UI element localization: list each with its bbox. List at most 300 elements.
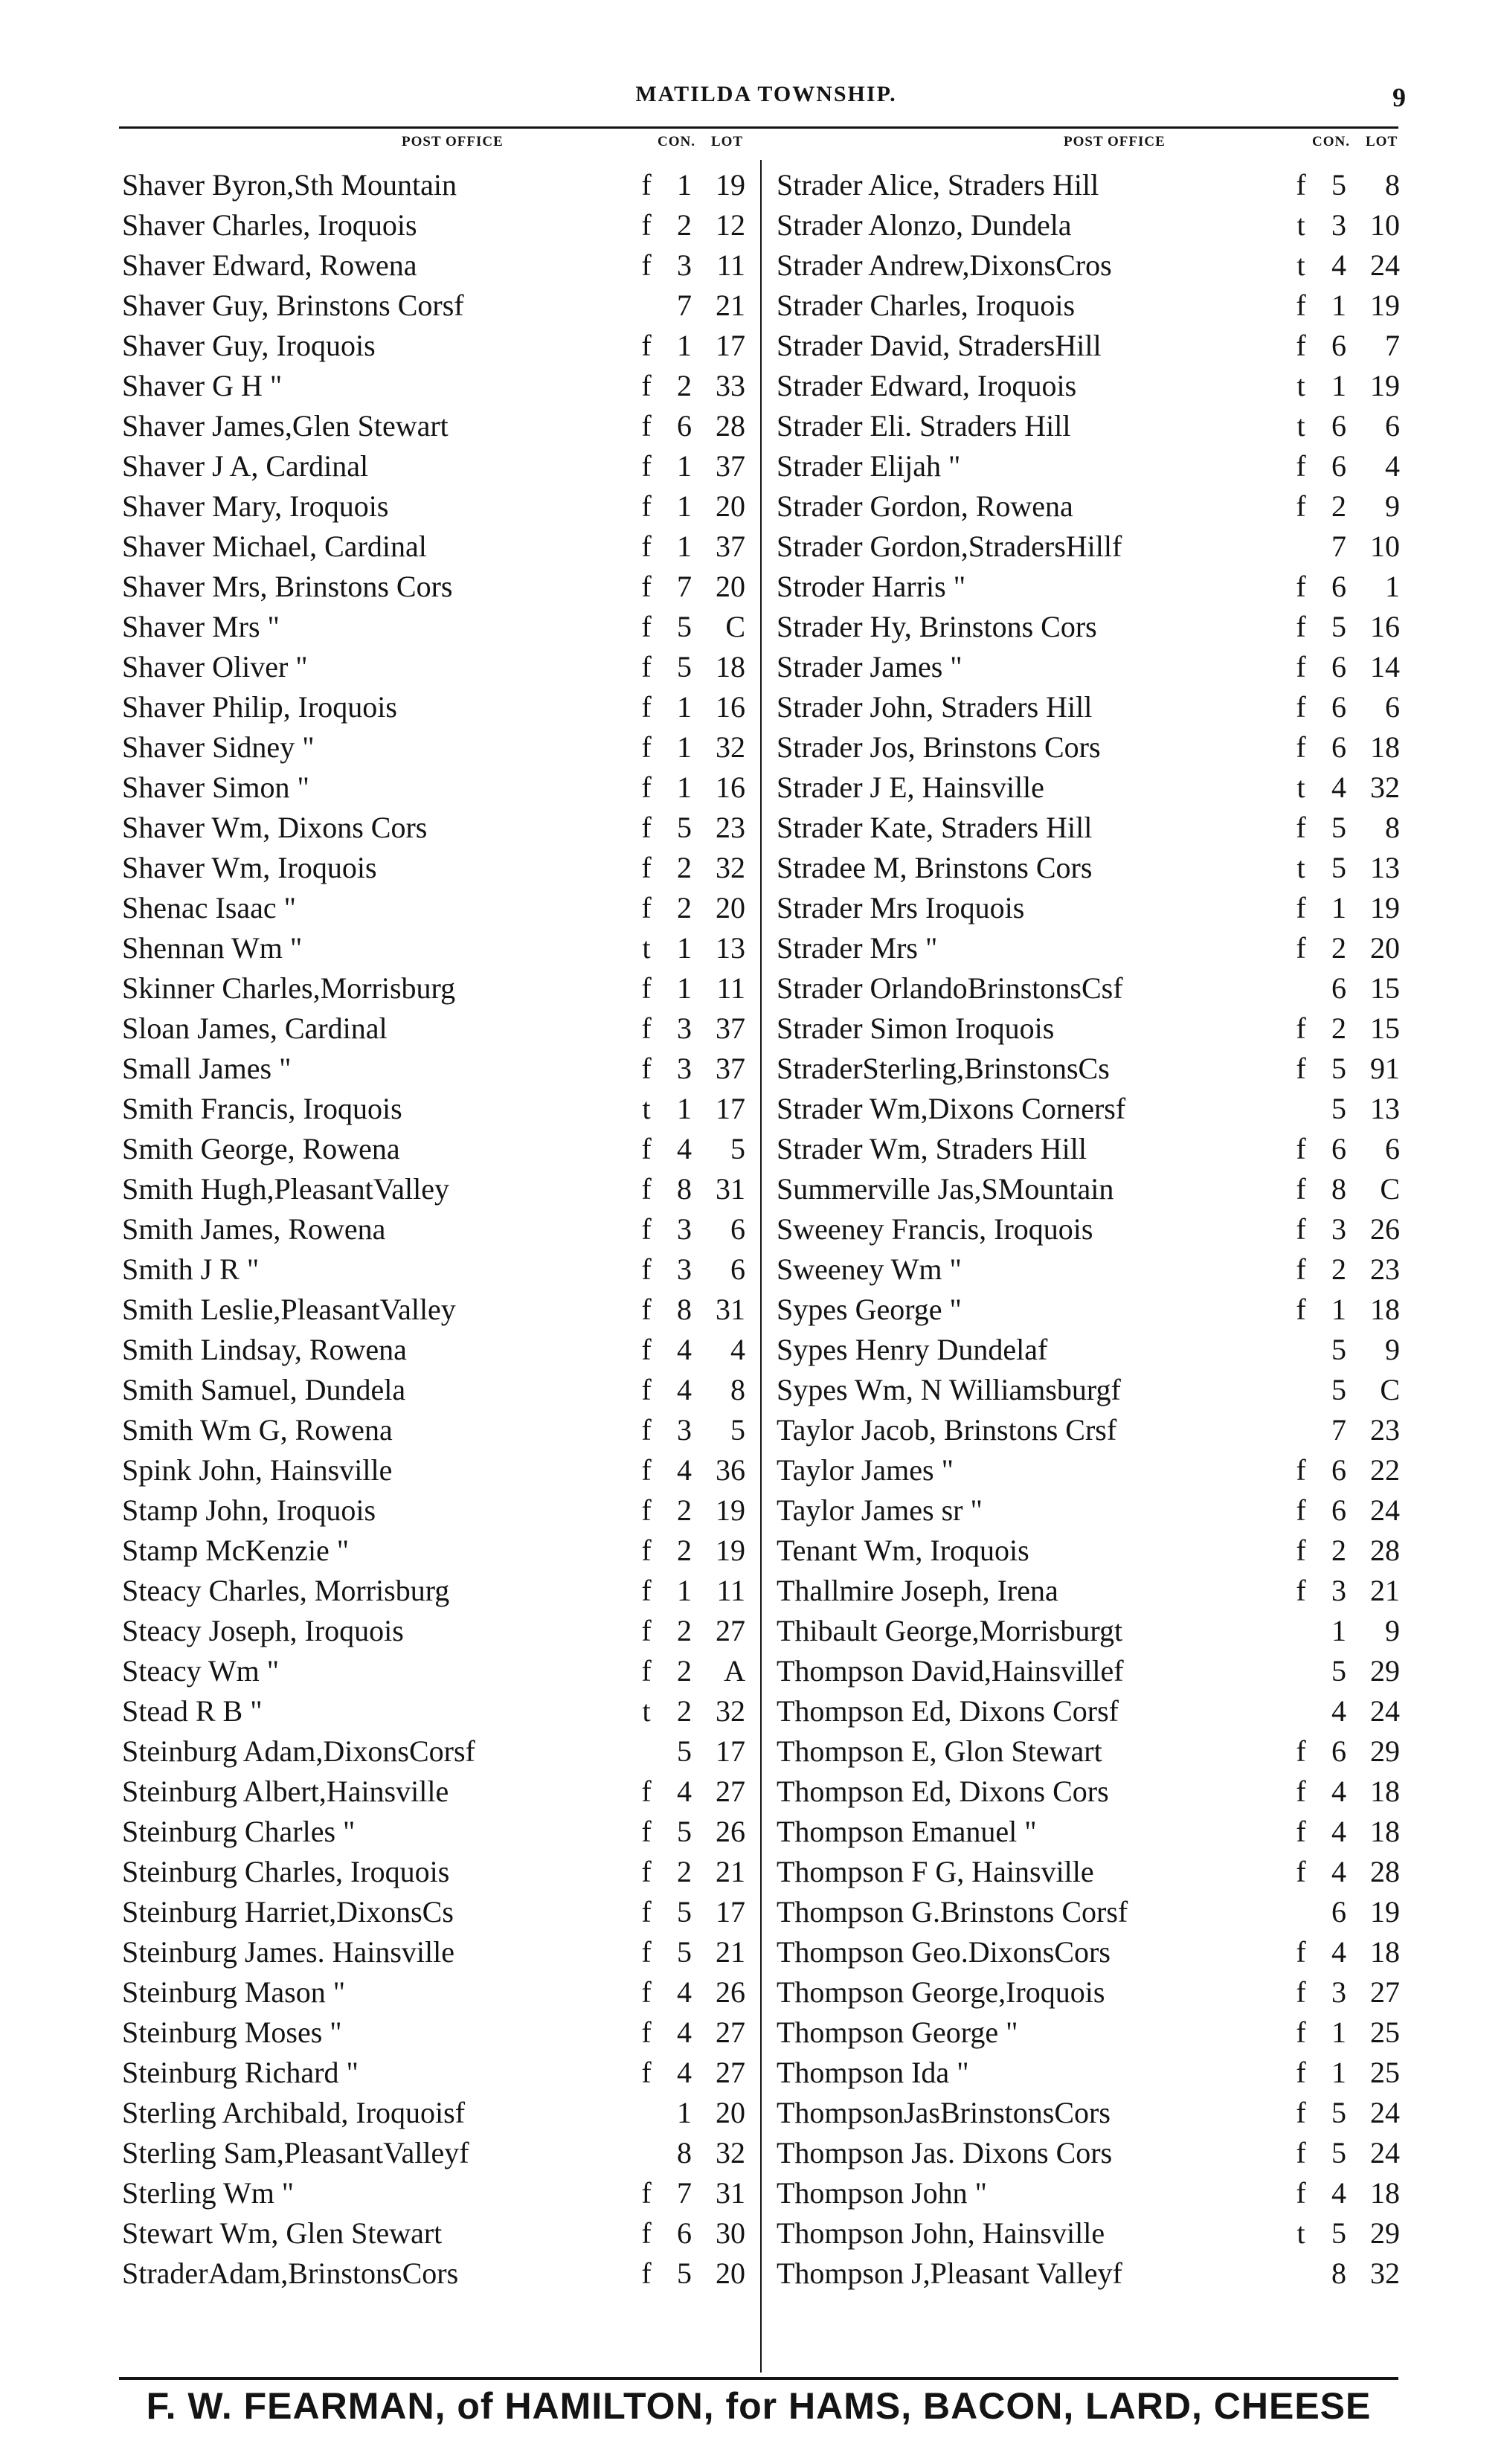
entry-class: f	[641, 1172, 652, 1206]
directory-entry	[774, 245, 1398, 286]
entry-lot: 24	[1370, 2096, 1400, 2129]
entry-name: Thompson F G, Hainsville	[777, 1855, 1094, 1888]
entry-class: f	[641, 1935, 652, 1969]
entry-concession: 5	[1331, 1092, 1346, 1125]
entry-concession: 1	[677, 690, 692, 724]
entry-name: Steinburg Richard "	[122, 2056, 359, 2089]
entry-concession: 5	[1331, 168, 1346, 202]
entry-name: Shaver Guy, Iroquois	[122, 329, 376, 362]
entry-concession: 1	[677, 449, 692, 483]
entry-lot: C	[725, 610, 745, 643]
directory-entry	[774, 1531, 1398, 1571]
entry-concession: 1	[1331, 1293, 1346, 1326]
entry-lot: 11	[716, 971, 745, 1005]
directory-entry	[774, 205, 1398, 245]
entry-lot: 37	[716, 530, 745, 563]
entry-lot: 18	[716, 650, 745, 683]
entry-class: f	[1296, 610, 1306, 643]
entry-lot: 6	[1385, 1132, 1400, 1165]
entry-concession: 5	[1331, 1052, 1346, 1085]
directory-entry	[119, 687, 744, 727]
entry-class: f	[1296, 1293, 1306, 1326]
entry-concession: 1	[677, 771, 692, 804]
entry-lot: 18	[1370, 1293, 1400, 1326]
entry-class: t	[642, 1694, 651, 1728]
entry-class: f	[641, 1252, 652, 1286]
entry-class: f	[641, 2216, 652, 2250]
entry-concession: 1	[1331, 2016, 1346, 2049]
directory-entry	[119, 1049, 744, 1089]
directory-entry	[119, 1249, 744, 1290]
directory-entry	[119, 727, 744, 768]
entry-name: Shaver Charles, Iroquois	[122, 208, 417, 242]
entry-concession: 5	[1331, 1333, 1346, 1366]
entry-lot: 24	[1370, 2136, 1400, 2169]
entry-class: f	[1296, 168, 1306, 202]
entry-name: Sypes Wm, N Williamsburgf	[777, 1373, 1121, 1406]
entry-name: Summerville Jas,SMountain	[777, 1172, 1114, 1206]
header-rule	[119, 126, 1398, 129]
entry-lot: 29	[1370, 1734, 1400, 1768]
directory-entry	[119, 486, 744, 527]
entry-lot: 91	[1370, 1052, 1400, 1085]
entry-concession: 8	[677, 1293, 692, 1326]
directory-entry	[774, 727, 1398, 768]
entry-concession: 5	[1331, 1373, 1346, 1406]
entry-concession: 8	[1331, 1172, 1346, 1206]
entry-name: Sloan James, Cardinal	[122, 1011, 388, 1045]
entry-lot: 4	[730, 1333, 745, 1366]
directory-entry	[774, 1370, 1398, 1410]
entry-class: f	[1296, 931, 1306, 965]
entry-name: Thompson John "	[777, 2176, 988, 2210]
directory-entry	[774, 808, 1398, 848]
entry-class: f	[1296, 449, 1306, 483]
directory-page	[119, 82, 1406, 2427]
entry-concession: 4	[677, 2016, 692, 2049]
entry-concession: 4	[677, 1775, 692, 1808]
entry-lot: 21	[1370, 1574, 1400, 1607]
directory-entry	[774, 1450, 1398, 1490]
entry-concession: 5	[1331, 1654, 1346, 1688]
entry-name: Strader Gordon, Rowena	[777, 489, 1073, 523]
entry-class: t	[1296, 2216, 1305, 2250]
entry-class: f	[641, 1493, 652, 1527]
directory-entry	[774, 1812, 1398, 1852]
entry-name: Shaver Mrs "	[122, 610, 280, 643]
entry-name: Thompson John, Hainsville	[777, 2216, 1105, 2250]
entry-concession: 1	[677, 1574, 692, 1607]
entry-lot: 13	[1370, 1092, 1400, 1125]
directory-entry	[119, 245, 744, 286]
entry-concession: 7	[1331, 1413, 1346, 1447]
entry-name: Steinburg Albert,Hainsville	[122, 1775, 449, 1808]
entry-concession: 3	[1331, 1212, 1346, 1246]
entry-class: f	[1296, 2136, 1306, 2169]
entry-lot: 15	[1370, 971, 1400, 1005]
directory-entry	[119, 1611, 744, 1651]
directory-entry	[774, 1009, 1398, 1049]
entry-name: Thibault George,Morrisburgt	[777, 1614, 1123, 1647]
entry-lot: 8	[1385, 168, 1400, 202]
entry-concession: 2	[677, 1534, 692, 1567]
entry-lot: 28	[716, 409, 745, 443]
entry-name: Strader Hy, Brinstons Cors	[777, 610, 1097, 643]
entry-concession: 6	[1331, 1734, 1346, 1768]
directory-entry	[774, 1772, 1398, 1812]
entry-concession: 1	[1331, 1614, 1346, 1647]
directory-entry	[774, 2254, 1398, 2294]
entry-class: f	[1296, 811, 1306, 844]
entry-class: f	[641, 1453, 652, 1487]
entry-concession: 4	[1331, 2176, 1346, 2210]
entry-concession: 5	[677, 1734, 692, 1768]
entry-name: Smith Samuel, Dundela	[122, 1373, 406, 1406]
entry-concession: 4	[1331, 771, 1346, 804]
directory-entry	[774, 647, 1398, 687]
entry-concession: 2	[1331, 1011, 1346, 1045]
entry-name: Steacy Joseph, Iroquois	[122, 1614, 404, 1647]
entry-name: Tenant Wm, Iroquois	[777, 1534, 1029, 1567]
entry-concession: 2	[677, 851, 692, 884]
entry-name: Strader OrlandoBrinstonsCsf	[777, 971, 1123, 1005]
directory-entry	[119, 2013, 744, 2053]
entry-lot: 23	[1370, 1252, 1400, 1286]
entry-name: Shaver James,Glen Stewart	[122, 409, 449, 443]
directory-entry	[774, 768, 1398, 808]
directory-entry	[119, 888, 744, 928]
directory-entry	[774, 2213, 1398, 2254]
entry-lot: 26	[1370, 1212, 1400, 1246]
entry-concession: 1	[677, 329, 692, 362]
entry-name: Strader David, StradersHill	[777, 329, 1102, 362]
entry-name: Strader Alonzo, Dundela	[777, 208, 1072, 242]
entry-name: Taylor James sr "	[777, 1493, 983, 1527]
entry-lot: 5	[730, 1413, 745, 1447]
entry-name: Smith George, Rowena	[122, 1132, 400, 1165]
directory-entry	[774, 286, 1398, 326]
directory-entry	[119, 366, 744, 406]
entry-lot: 17	[716, 329, 745, 362]
entry-concession: 1	[677, 168, 692, 202]
page-number: 9	[1392, 83, 1406, 112]
entry-name: Thompson Geo.DixonsCors	[777, 1935, 1111, 1969]
entry-name: Steinburg Adam,DixonsCorsf	[122, 1734, 475, 1768]
entry-lot: 6	[1385, 409, 1400, 443]
directory-entry	[119, 567, 744, 607]
entry-concession: 5	[677, 650, 692, 683]
directory-entry	[119, 2254, 744, 2294]
lot-header-right: LOT	[1366, 134, 1398, 149]
entry-name: Shennan Wm "	[122, 931, 303, 965]
entry-class: f	[641, 971, 652, 1005]
directory-entry	[119, 2173, 744, 2213]
entry-name: Thompson George,Iroquois	[777, 1975, 1105, 2009]
directory-entry	[119, 928, 744, 968]
directory-entry	[774, 1892, 1398, 1932]
entry-lot: 9	[1385, 1333, 1400, 1366]
entry-name: Thallmire Joseph, Irena	[777, 1574, 1058, 1607]
entry-lot: 28	[1370, 1855, 1400, 1888]
entry-lot: 6	[730, 1212, 745, 1246]
directory-entry	[119, 1731, 744, 1772]
entry-class: f	[1296, 2016, 1306, 2049]
directory-entry	[119, 2053, 744, 2093]
entry-concession: 4	[677, 1453, 692, 1487]
directory-entry	[119, 1691, 744, 1731]
directory-entry	[119, 647, 744, 687]
entry-class: f	[641, 730, 652, 764]
entry-class: f	[1296, 1775, 1306, 1808]
entry-class: f	[641, 1011, 652, 1045]
entry-name: Smith Lindsay, Rowena	[122, 1333, 407, 1366]
entry-lot: 27	[716, 1775, 745, 1808]
entry-name: Taylor Jacob, Brinstons Crsf	[777, 1413, 1117, 1447]
directory-entry	[119, 527, 744, 567]
entry-lot: 19	[1370, 369, 1400, 402]
entry-lot: 19	[1370, 1895, 1400, 1929]
entry-name: Thompson George "	[777, 2016, 1018, 2049]
entry-lot: 24	[1370, 1694, 1400, 1728]
directory-entry	[119, 1290, 744, 1330]
entry-class: f	[641, 208, 652, 242]
column-divider	[760, 160, 762, 2373]
entry-class: f	[641, 1855, 652, 1888]
entry-name: Steinburg Charles "	[122, 1815, 356, 1848]
entry-lot: 31	[716, 2176, 745, 2210]
directory-entry	[119, 1651, 744, 1691]
entry-lot: 8	[730, 1373, 745, 1406]
entry-name: Sypes George "	[777, 1293, 962, 1326]
entry-class: f	[1296, 1252, 1306, 1286]
directory-entry	[119, 165, 744, 205]
entry-lot: 20	[716, 489, 745, 523]
entry-name: Sterling Sam,PleasantValleyf	[122, 2136, 469, 2169]
entry-name: Shaver Mary, Iroquois	[122, 489, 389, 523]
directory-entry	[119, 1450, 744, 1490]
entry-name: Sweeney Wm "	[777, 1252, 962, 1286]
entry-lot: 18	[1370, 730, 1400, 764]
entry-name: Strader Mrs Iroquois	[777, 891, 1025, 924]
entry-lot: 4	[1385, 449, 1400, 483]
entry-lot: 5	[730, 1132, 745, 1165]
entry-class: f	[1296, 1212, 1306, 1246]
entry-class: f	[1296, 1855, 1306, 1888]
entry-name: Smith Hugh,PleasantValley	[122, 1172, 449, 1206]
entry-class: t	[1296, 208, 1305, 242]
entry-lot: 19	[716, 168, 745, 202]
entry-lot: 13	[716, 931, 745, 965]
entry-class: f	[641, 1293, 652, 1326]
entry-concession: 8	[677, 1172, 692, 1206]
entry-concession: 5	[1331, 610, 1346, 643]
entry-class: f	[1296, 489, 1306, 523]
entry-lot: 32	[1370, 2256, 1400, 2290]
entry-concession: 1	[677, 1092, 692, 1125]
entry-class: f	[641, 1775, 652, 1808]
entry-lot: 26	[716, 1975, 745, 2009]
entry-class: f	[641, 1413, 652, 1447]
entry-class: f	[1296, 1574, 1306, 1607]
entry-concession: 5	[1331, 811, 1346, 844]
entry-lot: 37	[716, 1011, 745, 1045]
entry-concession: 3	[677, 1011, 692, 1045]
entry-name: Thompson David,Hainsvillef	[777, 1654, 1124, 1688]
entry-lot: 14	[1370, 650, 1400, 683]
entry-name: Shaver J A, Cardinal	[122, 449, 369, 483]
entry-name: Steinburg Mason "	[122, 1975, 346, 2009]
entry-class: f	[1296, 570, 1306, 603]
entry-concession: 4	[1331, 1815, 1346, 1848]
directory-entry	[774, 928, 1398, 968]
entry-class: f	[1296, 1935, 1306, 1969]
entry-lot: 20	[716, 570, 745, 603]
entry-concession: 6	[1331, 409, 1346, 443]
entry-lot: 30	[716, 2216, 745, 2250]
entry-concession: 8	[1331, 2256, 1346, 2290]
entry-name: Steacy Charles, Morrisburg	[122, 1574, 450, 1607]
entry-concession: 6	[1331, 971, 1346, 1005]
entry-concession: 3	[1331, 1975, 1346, 2009]
entry-lot: 17	[716, 1895, 745, 1929]
entry-name: Strader Charles, Iroquois	[777, 289, 1076, 322]
entry-concession: 2	[1331, 1534, 1346, 1567]
directory-entry	[119, 607, 744, 647]
left-column	[119, 165, 744, 2294]
entry-lot: C	[1380, 1172, 1400, 1206]
directory-entry	[119, 1410, 744, 1450]
entry-name: Strader Mrs "	[777, 931, 938, 965]
entry-concession: 1	[1331, 2056, 1346, 2089]
directory-entry	[119, 1330, 744, 1370]
entry-name: Thompson E, Glon Stewart	[777, 1734, 1102, 1768]
entry-concession: 5	[1331, 2096, 1346, 2129]
footer-rule	[119, 2377, 1398, 2380]
entry-name: StraderAdam,BrinstonsCors	[122, 2256, 459, 2290]
entry-name: Smith James, Rowena	[122, 1212, 386, 1246]
directory-entry	[119, 1852, 744, 1892]
entry-concession: 6	[1331, 570, 1346, 603]
entry-class: f	[1296, 1453, 1306, 1487]
directory-entry	[119, 1812, 744, 1852]
entry-concession: 5	[1331, 851, 1346, 884]
entry-name: Strader Wm,Dixons Cornersf	[777, 1092, 1126, 1125]
entry-class: t	[642, 1092, 651, 1125]
entry-name: Smith J R "	[122, 1252, 260, 1286]
entry-concession: 3	[1331, 208, 1346, 242]
directory-entry	[774, 1571, 1398, 1611]
entry-class: f	[641, 248, 652, 282]
entry-concession: 3	[677, 1052, 692, 1085]
entry-concession: 2	[677, 1614, 692, 1647]
entry-name: Thompson Jas. Dixons Cors	[777, 2136, 1113, 2169]
entry-name: Stamp McKenzie "	[122, 1534, 350, 1567]
entry-name: Strader Alice, Straders Hill	[777, 168, 1099, 202]
entry-name: Steacy Wm "	[122, 1654, 280, 1688]
entry-name: Stead R B "	[122, 1694, 263, 1728]
entry-name: StraderSterling,BrinstonsCs	[777, 1052, 1110, 1085]
directory-entry	[119, 2093, 744, 2133]
directory-entry	[119, 1129, 744, 1169]
entry-lot: 29	[1370, 1654, 1400, 1688]
entry-class: f	[1296, 1011, 1306, 1045]
directory-entry	[774, 1049, 1398, 1089]
entry-class: f	[1296, 1132, 1306, 1165]
entry-lot: 25	[1370, 2016, 1400, 2049]
entry-class: f	[1296, 1815, 1306, 1848]
con-header-left: CON.	[658, 134, 695, 149]
entry-class: f	[1296, 2176, 1306, 2210]
entry-concession: 5	[1331, 2216, 1346, 2250]
entry-lot: 20	[1370, 931, 1400, 965]
entry-class: f	[641, 1333, 652, 1366]
directory-entry	[774, 1611, 1398, 1651]
entry-lot: 16	[1370, 610, 1400, 643]
entry-lot: 32	[716, 2136, 745, 2169]
lot-header-left: LOT	[711, 134, 744, 149]
entry-concession: 5	[677, 811, 692, 844]
entry-name: Shaver G H "	[122, 369, 283, 402]
entry-lot: 1	[1385, 570, 1400, 603]
entry-name: Steinburg Moses "	[122, 2016, 342, 2049]
entry-lot: 20	[716, 891, 745, 924]
directory-entry	[119, 1571, 744, 1611]
entry-concession: 4	[677, 1132, 692, 1165]
post-office-header-left: POST OFFICE	[402, 134, 504, 149]
entry-lot: 29	[1370, 2216, 1400, 2250]
directory-entry	[119, 406, 744, 446]
entry-name: Strader Andrew,DixonsCros	[777, 248, 1112, 282]
entry-lot: 18	[1370, 1775, 1400, 1808]
entry-class: f	[1296, 730, 1306, 764]
entry-class: f	[641, 811, 652, 844]
directory-entry	[119, 1531, 744, 1571]
entry-lot: 10	[1370, 208, 1400, 242]
directory-entry	[119, 1772, 744, 1812]
entry-lot: 19	[1370, 289, 1400, 322]
entry-class: f	[641, 1815, 652, 1848]
entry-name: Shaver Edward, Rowena	[122, 248, 417, 282]
entry-class: f	[641, 1534, 652, 1567]
entry-name: Sterling Archibald, Iroquoisf	[122, 2096, 466, 2129]
entry-lot: 17	[716, 1734, 745, 1768]
entry-concession: 6	[1331, 1493, 1346, 1527]
directory-entry	[774, 1129, 1398, 1169]
entry-concession: 6	[1331, 730, 1346, 764]
entry-concession: 7	[677, 2176, 692, 2210]
entry-class: f	[641, 1895, 652, 1929]
entry-name: Shaver Byron,Sth Mountain	[122, 168, 457, 202]
directory-entry	[774, 1731, 1398, 1772]
entry-class: t	[1296, 851, 1305, 884]
entry-lot: 11	[716, 248, 745, 282]
directory-entry	[119, 1209, 744, 1249]
entry-name: Sypes Henry Dundelaf	[777, 1333, 1048, 1366]
directory-entry	[774, 1410, 1398, 1450]
directory-entry	[774, 687, 1398, 727]
township-title: MATILDA TOWNSHIP.	[635, 82, 897, 106]
entry-name: Shaver Simon "	[122, 771, 309, 804]
directory-entry	[119, 286, 744, 326]
directory-entry	[774, 1932, 1398, 1972]
entry-class: f	[641, 409, 652, 443]
entry-lot: 25	[1370, 2056, 1400, 2089]
entry-lot: 19	[1370, 891, 1400, 924]
directory-entry	[119, 968, 744, 1009]
entry-name: Smith Leslie,PleasantValley	[122, 1293, 456, 1326]
entry-class: f	[1296, 690, 1306, 724]
entry-concession: 4	[1331, 1855, 1346, 1888]
